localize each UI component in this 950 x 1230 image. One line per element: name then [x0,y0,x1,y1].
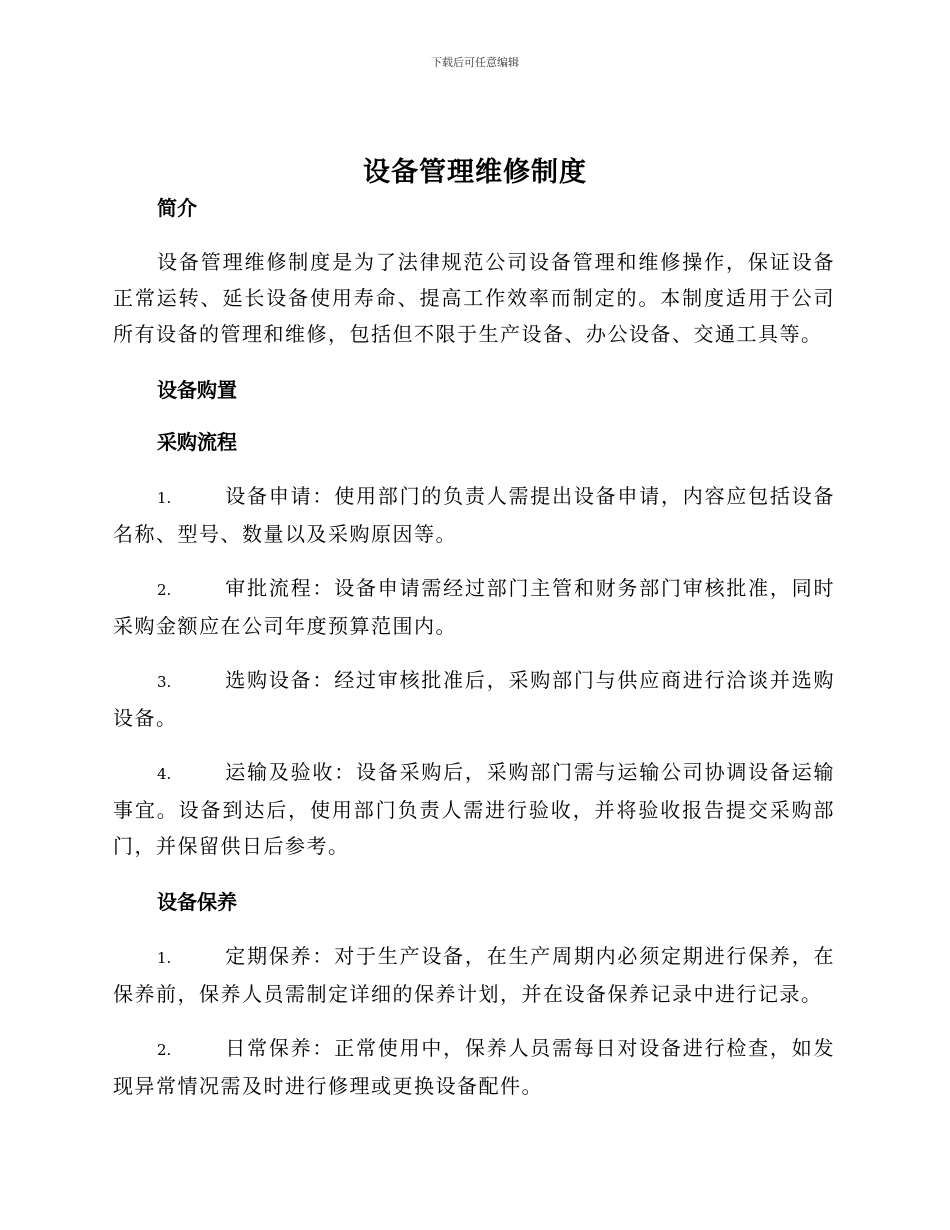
document-body [113,192,835,1104]
procurement-item-3 [113,662,835,736]
list-number: 3. [157,673,172,691]
list-text: 运输及验收：设备采购后，采购部门需与运输公司协调设备运输事宜。设备到达后，使用部门负责人需进行验收，并将验收报告提交采购部门，并保留供日后参考。 [113,760,835,858]
list-number: 2. [157,1041,172,1059]
intro-paragraph: 设备管理维修制度是为了法律规范公司设备管理和维修操作，保证设备正常运转、延长设备使用寿命、提高工作效率而制定的。本制度适用于公司所有设备的管理和维修，包括但不限于生产设备、办公设备、交通工具等。 [113,250,835,346]
maintenance-item-1 [113,938,835,1012]
list-number: 2. [157,581,172,599]
list-number: 1. [157,949,172,967]
list-text: 审批流程：设备申请需经过部门主管和财务部门审核批准，同时采购金额应在公司年度预算范围内。 [113,576,835,638]
procurement-item-4 [113,754,835,864]
header-note: 下载后可任意编辑 [431,56,519,69]
heading-intro: 简介 [157,196,197,220]
list-text: 日常保养：正常使用中，保养人员需每日对设备进行检查，如发现异常情况需及时进行修理或更换设备配件。 [113,1036,835,1098]
maintenance-item-2 [113,1030,835,1104]
list-number: 1. [157,489,172,507]
heading-maintenance: 设备保养 [157,890,237,914]
heading-purchase: 设备购置 [157,378,237,402]
procurement-item-1 [113,478,835,552]
document-title: 设备管理维修制度 [363,157,587,188]
list-text: 设备申请：使用部门的负责人需提出设备申请，内容应包括设备名称、型号、数量以及采购原因等。 [113,484,835,546]
list-text: 选购设备：经过审核批准后，采购部门与供应商进行洽谈并选购设备。 [113,668,835,730]
list-number: 4. [157,765,172,783]
list-text: 定期保养：对于生产设备，在生产周期内必须定期进行保养，在保养前，保养人员需制定详细的保养计划，并在设备保养记录中进行记录。 [113,944,835,1006]
procurement-item-2 [113,570,835,644]
heading-procurement: 采购流程 [157,430,237,454]
